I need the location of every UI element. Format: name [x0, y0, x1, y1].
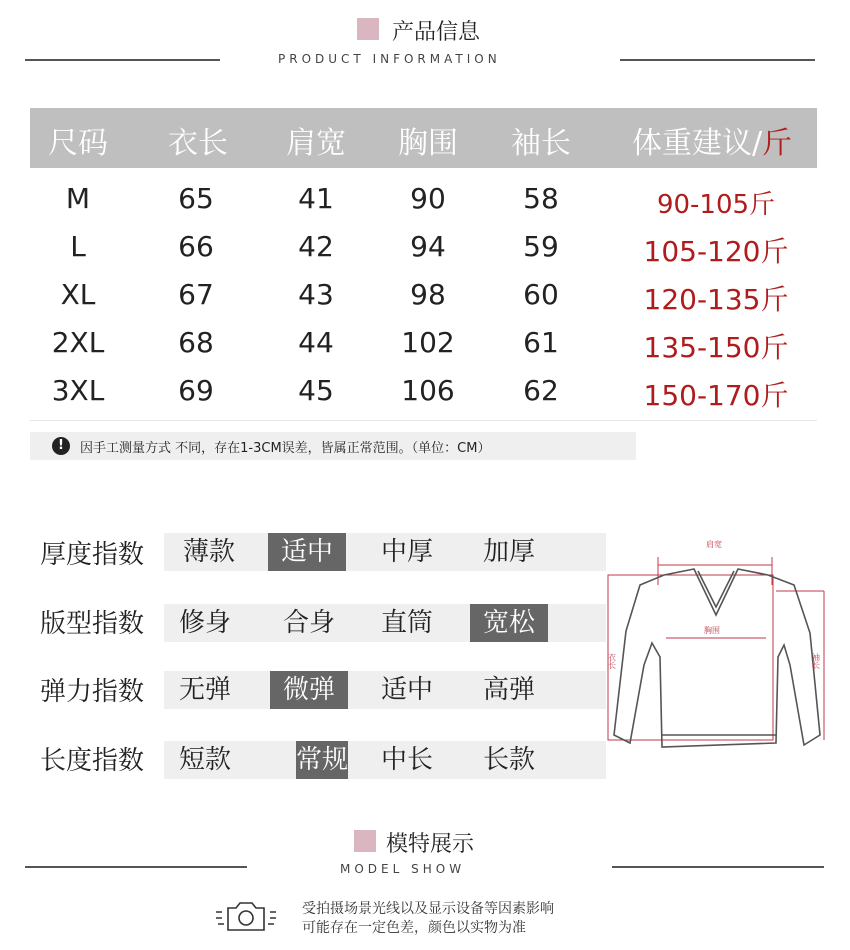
- header-chest: 胸围: [398, 126, 458, 161]
- index-option: 短款: [178, 745, 231, 775]
- index-option: 高弹: [482, 675, 535, 705]
- cell-length: 68: [178, 326, 214, 359]
- cell-shoulder: 44: [298, 326, 334, 359]
- cell-shoulder: 45: [298, 374, 334, 407]
- header-weight: [632, 118, 792, 162]
- index-option: 长款: [482, 745, 535, 775]
- index-option-selected: 微弹: [270, 671, 348, 709]
- cell-chest: 94: [410, 230, 446, 263]
- diagram-length-label: 衣长: [607, 653, 617, 669]
- cell-weight: 135-150斤: [643, 331, 789, 364]
- cell-sleeve: 59: [523, 230, 559, 263]
- cell-size: XL: [60, 278, 96, 311]
- index-label: 厚度指数: [40, 540, 145, 570]
- footer-line-2: 可能存在一定色差，颜色以实物为准: [302, 920, 526, 936]
- model-show-subtitle: MODEL SHOW: [340, 862, 466, 876]
- header-length: 衣长: [168, 126, 228, 161]
- cell-shoulder: 42: [298, 230, 334, 263]
- index-option: 中长: [380, 745, 433, 775]
- cell-weight: 90-105斤: [656, 190, 776, 220]
- index-label: 弹力指数: [40, 677, 145, 707]
- header-shoulder: 肩宽: [286, 126, 346, 161]
- divider-right: [620, 59, 815, 61]
- cell-weight: 150-170斤: [643, 379, 789, 412]
- model-show-title: 模特展示: [386, 832, 475, 857]
- cell-length: 65: [178, 182, 214, 215]
- accent-square: [354, 830, 376, 852]
- index-option-selected: 宽松: [470, 604, 548, 642]
- index-option: 无弹: [178, 675, 231, 705]
- cell-chest: 90: [410, 182, 446, 215]
- accent-square: [357, 18, 379, 40]
- divider-left: [25, 866, 247, 868]
- footer-line-1: 受拍摄场景光线以及显示设备等因素影响: [302, 901, 554, 917]
- cell-length: 69: [178, 374, 214, 407]
- cell-chest: 102: [401, 326, 455, 359]
- cell-size: 2XL: [51, 326, 105, 359]
- cell-chest: 98: [410, 278, 446, 311]
- cell-length: 67: [178, 278, 214, 311]
- index-label: 版型指数: [40, 609, 145, 639]
- measurement-note: [30, 432, 636, 460]
- table-row: [30, 368, 817, 416]
- diagram-chest-label: 胸围: [704, 626, 720, 635]
- header-weight-text: 体重建议/: [631, 126, 763, 161]
- cell-shoulder: 41: [298, 182, 334, 215]
- table-row: [30, 176, 817, 224]
- header-sleeve: 袖长: [511, 126, 571, 161]
- sweater-outline: [614, 569, 820, 747]
- index-option: 薄款: [182, 537, 235, 567]
- table-bottom-divider: [30, 420, 817, 421]
- cell-sleeve: 62: [523, 374, 559, 407]
- index-option: 修身: [178, 608, 231, 638]
- cell-sleeve: 60: [523, 278, 559, 311]
- cell-size: M: [65, 182, 91, 215]
- index-option: 直筒: [380, 608, 433, 638]
- cell-sleeve: 61: [523, 326, 559, 359]
- cell-length: 66: [178, 230, 214, 263]
- exclamation-icon: !: [52, 437, 70, 455]
- note-text: 因手工测量方式 不同，存在1-3CM误差，皆属正常范围。（单位：CM）: [80, 441, 491, 456]
- table-row: [30, 320, 817, 368]
- size-table-header: [30, 108, 817, 168]
- product-info-title: 产品信息: [392, 20, 481, 45]
- cell-chest: 106: [401, 374, 455, 407]
- product-info-subtitle: PRODUCT INFORMATION: [278, 52, 501, 66]
- sweater-measurement-diagram: [606, 535, 830, 753]
- index-option: 合身: [282, 608, 335, 638]
- cell-sleeve: 58: [523, 182, 559, 215]
- diagram-sleeve-label: 袖长: [811, 653, 821, 669]
- camera-icon: [214, 898, 278, 934]
- divider-right: [612, 866, 824, 868]
- index-option: 加厚: [482, 537, 535, 567]
- diagram-shoulder-label: 肩宽: [706, 540, 722, 549]
- cell-size: 3XL: [51, 374, 105, 407]
- cell-shoulder: 43: [298, 278, 334, 311]
- header-weight-unit: 斤: [762, 126, 793, 161]
- index-label: 长度指数: [40, 746, 145, 776]
- table-row: [30, 272, 817, 320]
- index-option: 中厚: [380, 537, 433, 567]
- index-option: 适中: [380, 675, 433, 705]
- cell-size: L: [70, 230, 86, 263]
- index-option-selected: 适中: [268, 533, 346, 571]
- divider-left: [25, 59, 220, 61]
- cell-weight: 105-120斤: [643, 235, 789, 268]
- table-row: [30, 224, 817, 272]
- index-option-selected: 常规: [296, 741, 348, 779]
- header-size: 尺码: [48, 126, 108, 161]
- cell-weight: 120-135斤: [643, 283, 789, 316]
